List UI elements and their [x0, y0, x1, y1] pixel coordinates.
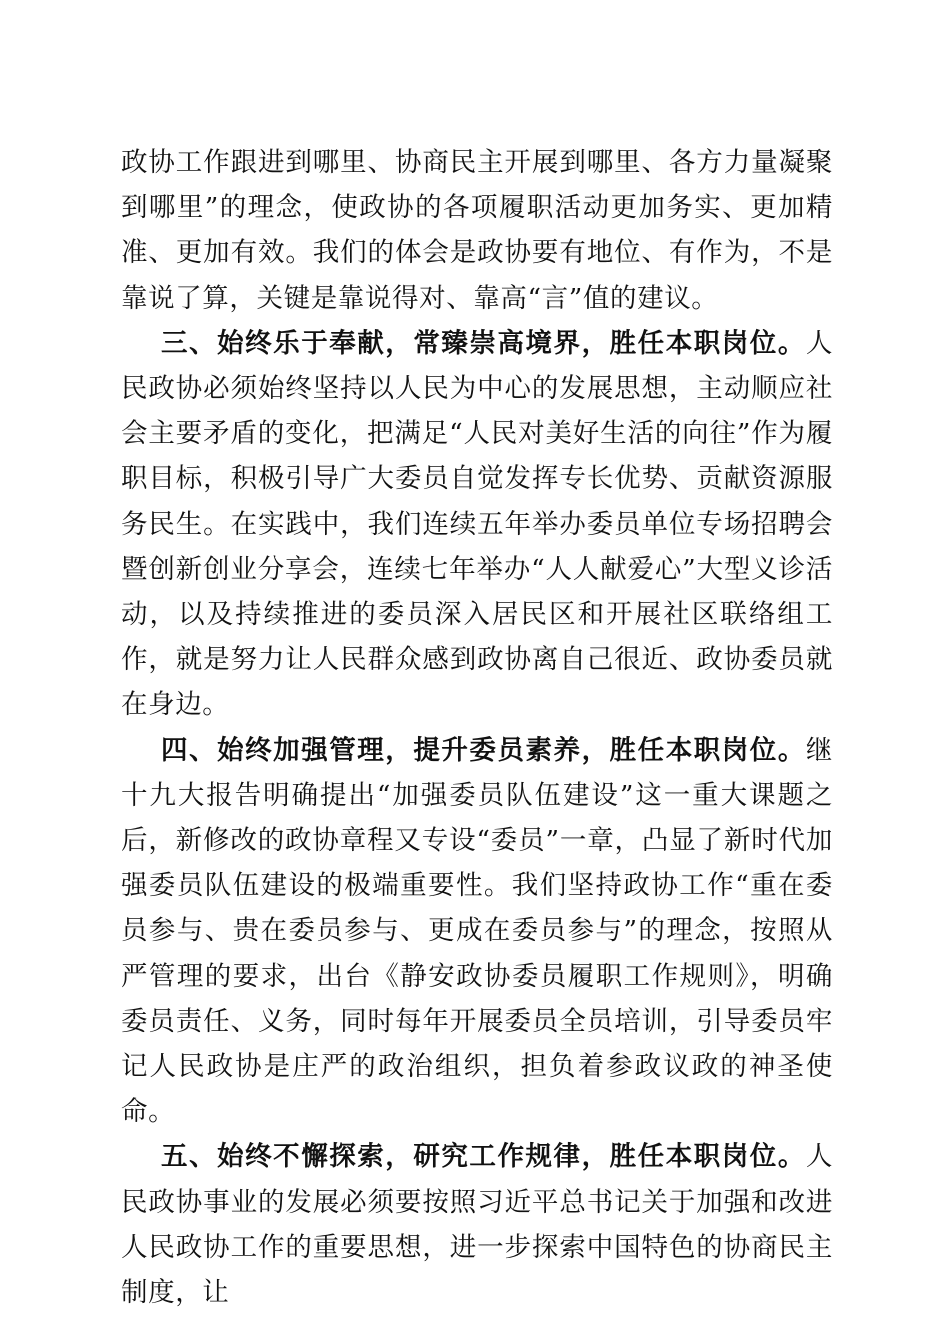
paragraph-body: 人民政协必须始终坚持以人民为中心的发展思想，主动顺应社会主要矛盾的变化，把满足“人民对美好生活的向往”作为履职目标，积极引导广大委员自觉发挥专长优势、贡献资源服务民生。在实践中，我们连续五年举办委员单位专场招聘会暨创新创业分享会，连续七年举办“人人献爱心”大型义诊活动，以及持续推进的委员深入居民区和开展社区联络组工作，就是努力让人民群众感到政协离自己很近、政协委员就在身边。	[121, 327, 833, 721]
document-body	[121, 140, 833, 1315]
section-heading: 三、始终乐于奉献，常臻崇高境界，胜任本职岗位。	[161, 327, 806, 359]
section-heading: 四、始终加强管理，提升委员素养，胜任本职岗位。	[161, 734, 806, 766]
paragraph-section-4	[121, 728, 833, 1135]
paragraph-continuation	[121, 140, 833, 321]
paragraph-body: 继十九大报告明确提出“加强委员队伍建设”这一重大课题之后，新修改的政协章程又专设“委员”一章，凸显了新时代加强委员队伍建设的极端重要性。我们坚持政协工作“重在委员参与、贵在委员参与、更成在委员参与”的理念，按照从严管理的要求，出台《静安政协委员履职工作规则》，明确委员责任、义务，同时每年开展委员全员培训，引导委员牢记人民政协是庄严的政治组织，担负着参政议政的神圣使命。	[121, 734, 833, 1128]
paragraph-section-5	[121, 1134, 833, 1315]
paragraph-body: 政协工作跟进到哪里、协商民主开展到哪里、各方力量凝聚到哪里”的理念，使政协的各项履职活动更加务实、更加精准、更加有效。我们的体会是政协要有地位、有作为，不是靠说了算，关键是靠说得对、靠高“言”值的建议。	[121, 147, 833, 314]
section-heading: 五、始终不懈探索，研究工作规律，胜任本职岗位。	[161, 1141, 806, 1173]
paragraph-section-3	[121, 321, 833, 728]
paragraph-body: 人民政协事业的发展必须要按照习近平总书记关于加强和改进人民政协工作的重要思想，进一步探索中国特色的协商民主制度，让	[121, 1141, 833, 1309]
